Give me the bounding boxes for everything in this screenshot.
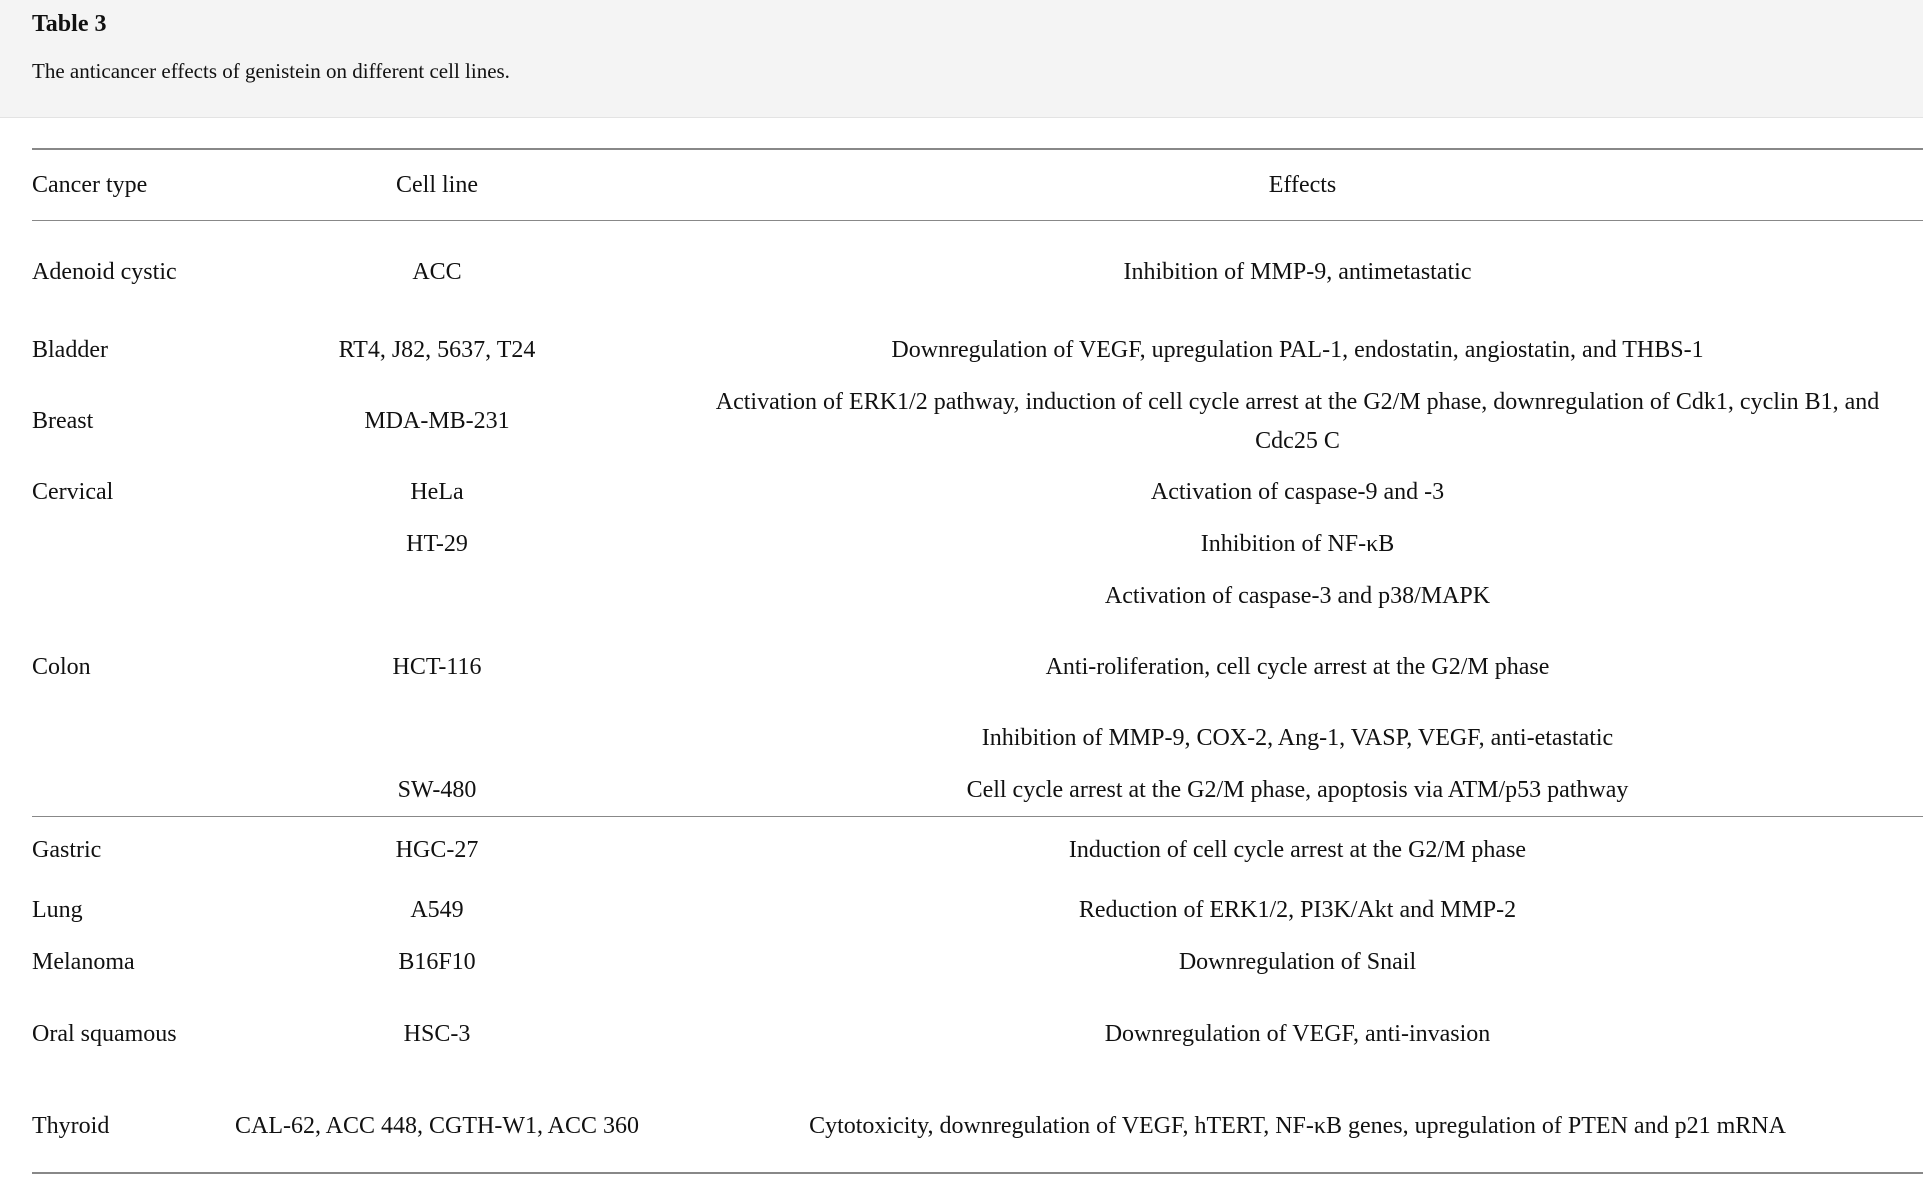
cell-cancer-type: Breast bbox=[32, 408, 94, 434]
table-header-row bbox=[32, 149, 1923, 221]
header-cancer-type: Cancer type bbox=[32, 171, 148, 198]
table-row bbox=[32, 765, 1923, 817]
cell-cancer-type: Cervical bbox=[32, 479, 114, 505]
cell-cell-line: HCT-116 bbox=[392, 654, 482, 680]
cell-cancer-type bbox=[32, 571, 192, 623]
cell-cell-line: HSC-3 bbox=[403, 1021, 471, 1047]
cell-effects: Anti-roliferation, cell cycle arrest at the G2/M phase bbox=[1045, 654, 1550, 680]
cell-effects: Downregulation of Snail bbox=[1178, 949, 1417, 975]
cell-effects: Downregulation of VEGF, anti-invasion bbox=[1104, 1021, 1491, 1047]
cell-effects: Inhibition of MMP-9, antimetastatic bbox=[1123, 259, 1472, 286]
table-row bbox=[32, 1081, 1923, 1173]
genistein-effects-table bbox=[32, 148, 1923, 1174]
table-label: Table 3 bbox=[32, 11, 107, 37]
cell-effects: Inhibition of NF-κB bbox=[1200, 531, 1395, 557]
table-row bbox=[32, 519, 1923, 571]
cell-cancer-type: Bladder bbox=[32, 337, 108, 363]
cell-cell-line: CAL-62, ACC 448, CGTH-W1, ACC 360 bbox=[234, 1112, 639, 1139]
cell-cell-line: SW-480 bbox=[397, 776, 477, 803]
cell-cancer-type: Adenoid cystic bbox=[32, 259, 177, 286]
table-row bbox=[32, 817, 1923, 885]
header-cell-line: Cell line bbox=[396, 171, 478, 198]
cell-cancer-type bbox=[32, 519, 192, 571]
cell-effects: Cytotoxicity, downregulation of VEGF, hTERT, NF-κB genes, upregulation of PTEN and p21 mRNA bbox=[809, 1112, 1786, 1139]
table-row bbox=[32, 467, 1923, 519]
cell-effects: Cell cycle arrest at the G2/M phase, apoptosis via ATM/p53 pathway bbox=[966, 776, 1629, 803]
cell-effects: Reduction of ERK1/2, PI3K/Akt and MMP-2 bbox=[1078, 897, 1517, 923]
cell-cancer-type: Lung bbox=[32, 897, 83, 923]
cell-cell-line: HeLa bbox=[410, 479, 464, 505]
cell-effects: Activation of caspase-9 and -3 bbox=[1150, 479, 1445, 505]
cell-effects: Activation of caspase-3 and p38/MAPK bbox=[1104, 583, 1491, 609]
cell-effects: Downregulation of VEGF, upregulation PAL-1, endostatin, angiostatin, and THBS-1 bbox=[891, 337, 1704, 363]
table-row bbox=[32, 989, 1923, 1081]
table-row bbox=[32, 885, 1923, 937]
cell-effects: Activation of ERK1/2 pathway, induction of cell cycle arrest at the G2/M phase, downregulation of Cdk1, cyclin B1, and Cdc25 C bbox=[715, 388, 1880, 454]
cell-cell-line bbox=[192, 713, 682, 765]
cell-cell-line: B16F10 bbox=[398, 949, 476, 975]
table-row bbox=[32, 325, 1923, 377]
table-row bbox=[32, 377, 1923, 467]
cell-cell-line: A549 bbox=[410, 897, 464, 923]
cell-cancer-type: Oral squamous bbox=[32, 1021, 177, 1047]
header-effects: Effects bbox=[1268, 171, 1337, 198]
table-caption-box bbox=[0, 0, 1923, 118]
table-row bbox=[32, 713, 1923, 765]
cell-cancer-type: Melanoma bbox=[32, 949, 135, 975]
cell-cancer-type: Gastric bbox=[32, 837, 102, 864]
cell-cell-line: MDA-MB-231 bbox=[364, 408, 510, 434]
cell-cancer-type: Thyroid bbox=[32, 1112, 110, 1139]
table-container bbox=[32, 148, 1923, 1174]
cell-cancer-type bbox=[32, 765, 192, 817]
cell-cancer-type: Colon bbox=[32, 654, 91, 680]
table-row bbox=[32, 937, 1923, 989]
cell-effects: Inhibition of MMP-9, COX-2, Ang-1, VASP, VEGF, anti-etastatic bbox=[981, 725, 1614, 751]
cell-cell-line: RT4, J82, 5637, T24 bbox=[338, 337, 536, 363]
table-caption: The anticancer effects of genistein on different cell lines. bbox=[32, 59, 510, 83]
cell-cell-line bbox=[192, 571, 682, 623]
cell-cell-line: ACC bbox=[412, 259, 462, 286]
cell-cell-line: HGC-27 bbox=[395, 837, 479, 864]
cell-effects: Induction of cell cycle arrest at the G2/M phase bbox=[1068, 837, 1527, 864]
table-row bbox=[32, 623, 1923, 713]
cell-cell-line: HT-29 bbox=[406, 531, 468, 557]
table-row bbox=[32, 221, 1923, 325]
table-row bbox=[32, 571, 1923, 623]
cell-cancer-type bbox=[32, 713, 192, 765]
